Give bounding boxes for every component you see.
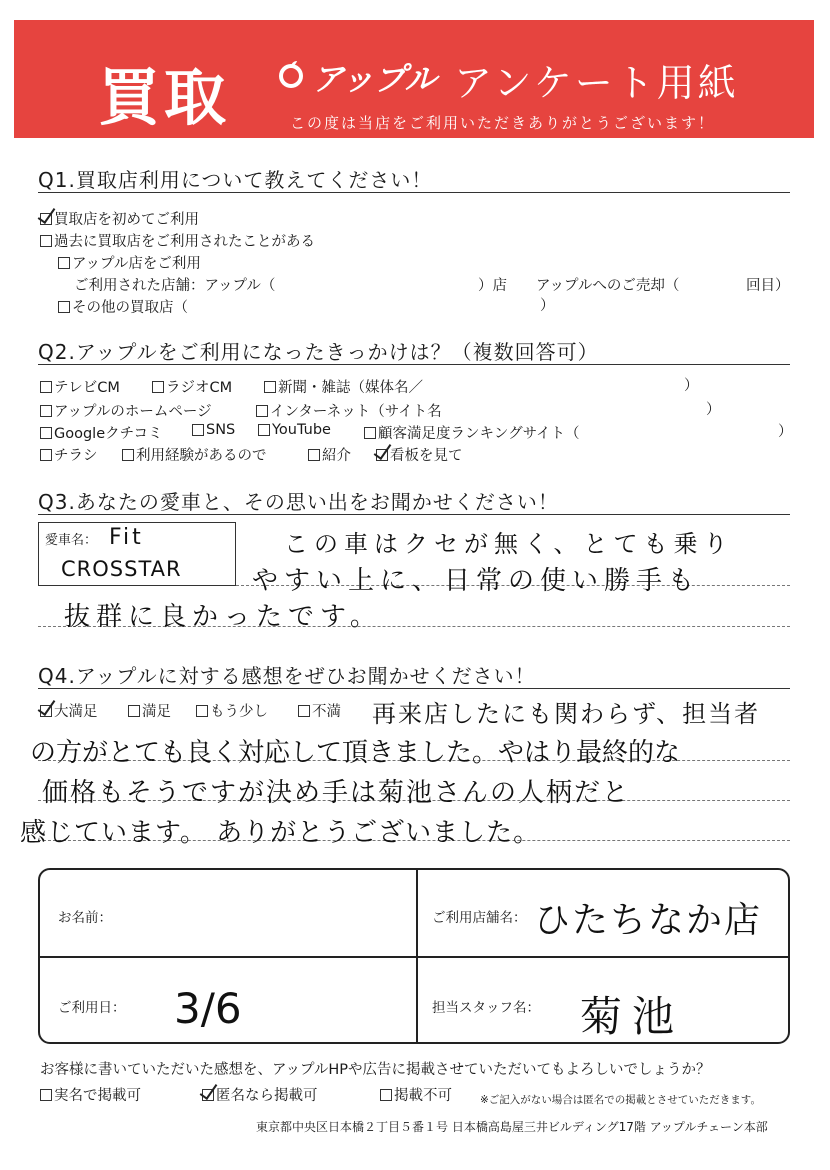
q4-option-little[interactable] — [196, 700, 268, 721]
q4-answer-line2: の方がとても良く対応して頂きました。やはり最終的な — [30, 738, 681, 768]
kaitori-title: 買取 — [98, 61, 231, 134]
q2-option-youtube[interactable] — [258, 422, 331, 438]
option-label: 看板を見て — [390, 448, 463, 464]
q2-option-signboard[interactable] — [376, 444, 463, 465]
checkbox[interactable] — [256, 405, 268, 417]
other-close: ） — [540, 298, 555, 314]
store-label: ご利用店舗名： — [432, 910, 527, 926]
option-label: 満足 — [142, 704, 171, 720]
q1-option-apple[interactable] — [58, 252, 201, 273]
company-address: 東京都中央区日本橋２丁目５番１号 日本橋高島屋三井ビルディング17階 アップルチェーン本部 — [256, 1120, 768, 1134]
checkbox[interactable] — [40, 1089, 52, 1101]
sold-count-label: アップルへのご売却（ — [536, 278, 680, 294]
q4-answer-line3: 価格もそうですが決め手は菊池さんの人柄だと — [42, 778, 631, 808]
sheet-title: アンケート用紙 — [454, 61, 739, 105]
option-label: 利用経験があるので — [136, 448, 267, 464]
q2-option-referral[interactable] — [308, 444, 351, 465]
q3-answer-line2: やすい上に、日常の使い勝手も — [252, 566, 701, 596]
checkbox-checked[interactable] — [202, 1089, 214, 1101]
q2-option-experience[interactable] — [122, 444, 267, 465]
newspaper-close: ） — [684, 378, 699, 394]
checkbox[interactable] — [58, 301, 70, 313]
checkbox[interactable] — [58, 257, 70, 269]
checkbox-checked[interactable] — [40, 705, 52, 717]
option-label: 過去に買取店をご利用されたことがある — [54, 234, 315, 250]
q2-option-radio[interactable] — [152, 376, 232, 397]
staff-label: 担当スタッフ名： — [432, 1000, 540, 1016]
q4-option-satisfied[interactable] — [128, 700, 171, 721]
car-name-line1: Fit — [109, 525, 144, 550]
checkbox[interactable] — [152, 381, 164, 393]
checkbox[interactable] — [40, 427, 52, 439]
q2-option-internet[interactable] — [256, 400, 442, 421]
option-label: 顧客満足度ランキングサイト（ — [378, 426, 580, 442]
consent-option-real-name[interactable] — [40, 1084, 141, 1105]
option-label: 新聞・雑誌（媒体名／ — [278, 380, 423, 396]
option-label: インターネット（サイト名 — [270, 404, 442, 420]
option-label: 買取店を初めてご利用 — [54, 212, 199, 228]
date-label: ご利用日： — [58, 1000, 126, 1016]
q1-rule — [38, 192, 790, 193]
option-label: ラジオCM — [166, 380, 233, 396]
checkbox[interactable] — [298, 705, 310, 717]
q3-rule — [38, 514, 790, 515]
car-name-label: 愛車名： — [45, 533, 98, 548]
q1-title: Q1.買取店利用について教えてください！ — [38, 168, 433, 192]
option-label: 紹介 — [322, 448, 351, 464]
ranking-close: ） — [778, 424, 793, 440]
q4-title: Q4.アップルに対する感想をぜひお聞かせください！ — [38, 664, 536, 688]
q2-option-sns[interactable] — [192, 422, 235, 438]
name-label: お名前： — [58, 910, 112, 926]
checkbox[interactable] — [196, 705, 208, 717]
store-used-label: ご利用された店舗：アップル（ — [74, 278, 276, 294]
q3-answer-line3: 抜群に良かったです。 — [64, 602, 382, 632]
divider — [40, 956, 788, 958]
option-label: 掲載不可 — [394, 1088, 452, 1104]
store-value[interactable]: ひたちなか店 — [534, 900, 763, 941]
checkbox-checked[interactable] — [376, 449, 388, 461]
q1-option-other[interactable] — [58, 296, 188, 317]
date-value[interactable]: 3/6 — [174, 984, 242, 1033]
header-banner — [14, 20, 814, 138]
checkbox[interactable] — [380, 1089, 392, 1101]
option-label: チラシ — [54, 448, 98, 464]
option-label: 実名で掲載可 — [54, 1088, 141, 1104]
option-label: YouTube — [272, 422, 331, 438]
q2-option-newspaper[interactable] — [264, 376, 423, 397]
consent-note: ※ご記入がない場合は匿名での掲載とさせていただきます。 — [480, 1094, 761, 1106]
checkbox[interactable] — [264, 381, 276, 393]
option-label: 匿名なら掲載可 — [216, 1088, 318, 1104]
q2-option-tv[interactable] — [40, 376, 120, 397]
checkbox[interactable] — [308, 449, 320, 461]
checkbox[interactable] — [40, 405, 52, 417]
checkbox[interactable] — [122, 449, 134, 461]
times-suffix: 回目） — [746, 278, 790, 294]
option-label: アップルのホームページ — [54, 404, 212, 420]
q1-option-first[interactable] — [40, 208, 199, 229]
option-label: もう少し — [210, 704, 268, 720]
option-label: SNS — [206, 422, 236, 438]
checkbox[interactable] — [364, 427, 376, 439]
q4-option-very-satisfied[interactable] — [40, 700, 98, 721]
q4-answer-line4: 感じています。 ありがとうございました。 — [20, 818, 541, 848]
option-label: テレビCM — [54, 380, 120, 396]
apple-logo-icon — [276, 60, 306, 90]
q4-option-unsatisfied[interactable] — [298, 700, 341, 721]
q2-option-ranking[interactable] — [364, 422, 580, 443]
internet-close: ） — [706, 402, 721, 418]
q3-answer-line1: この車はクセが無く、とても乗り — [284, 530, 734, 558]
q2-title: Q2.アップルをご利用になったきっかけは？（複数回答可） — [38, 340, 599, 364]
option-label: Googleクチコミ — [54, 426, 163, 442]
q3-title: Q3.あなたの愛車と、その思い出をお聞かせください！ — [38, 490, 559, 514]
consent-question: お客様に書いていただいた感想を、アップルHPや広告に掲載させていただいてもよろしいでしょうか？ — [40, 1062, 711, 1078]
q1-option-past[interactable] — [40, 230, 315, 251]
q4-answer-line1: 再来店したにも関わらず、担当者 — [372, 700, 761, 728]
q2-option-google[interactable] — [40, 422, 163, 443]
customer-info-box — [38, 868, 790, 1044]
option-label: その他の買取店（ — [72, 300, 188, 316]
thanks-message: この度は当店をご利用いただきありがとうございます！ — [290, 114, 716, 132]
brand-name: アップル — [312, 60, 437, 98]
option-label: 不満 — [312, 704, 341, 720]
checkbox[interactable] — [40, 449, 52, 461]
q2-rule — [38, 364, 790, 365]
store-suffix: ）店 — [478, 278, 507, 294]
option-label: 大満足 — [54, 704, 98, 720]
checkbox[interactable] — [40, 235, 52, 247]
staff-value[interactable]: 菊池 — [580, 992, 685, 1041]
checkbox[interactable] — [192, 424, 204, 436]
car-name-box[interactable] — [38, 522, 236, 586]
q2-option-homepage[interactable] — [40, 400, 212, 421]
car-name-line2: CROSSTAR — [61, 557, 182, 581]
checkbox-checked[interactable] — [40, 213, 52, 225]
checkbox[interactable] — [128, 705, 140, 717]
option-label: アップル店をご利用 — [72, 256, 201, 272]
consent-option-no[interactable] — [380, 1084, 452, 1105]
consent-option-anonymous[interactable] — [202, 1084, 318, 1105]
q2-option-flyer[interactable] — [40, 444, 98, 465]
checkbox[interactable] — [40, 381, 52, 393]
q4-rule — [38, 688, 790, 689]
checkbox[interactable] — [258, 424, 270, 436]
